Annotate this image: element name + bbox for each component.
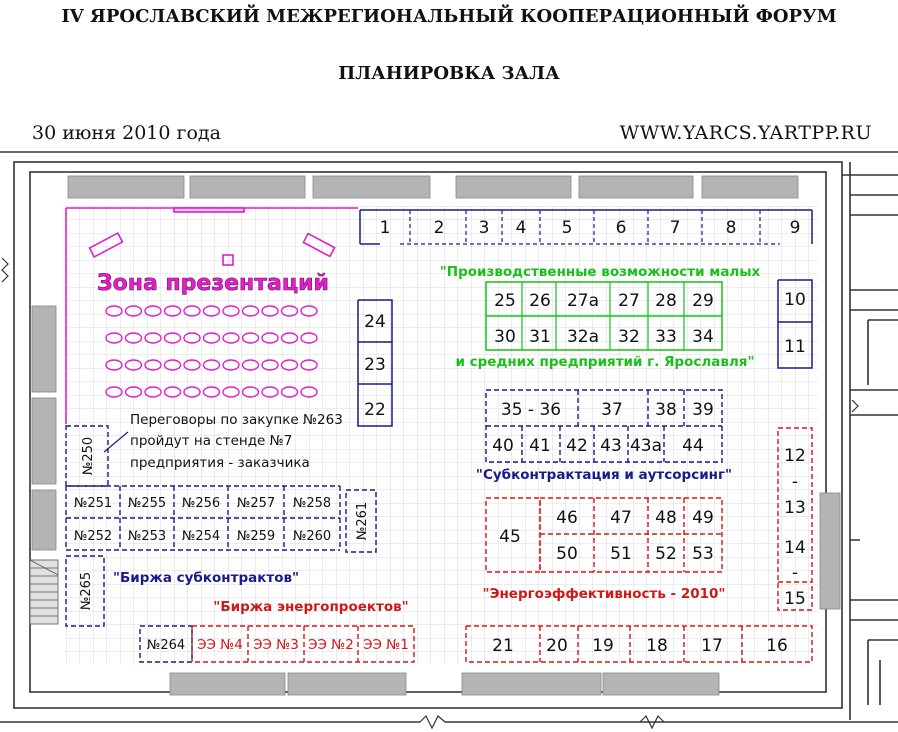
stand-34[interactable]: 34 bbox=[692, 327, 714, 347]
stand-261[interactable]: №261 bbox=[355, 501, 370, 541]
stand-19[interactable]: 19 bbox=[592, 636, 614, 656]
stand-45[interactable]: 45 bbox=[499, 527, 521, 547]
stand-25[interactable]: 25 bbox=[494, 291, 516, 311]
stand-47[interactable]: 47 bbox=[610, 508, 632, 528]
stand-251[interactable]: №251 bbox=[73, 496, 113, 511]
stand-37[interactable]: 37 bbox=[601, 400, 623, 420]
stand-40[interactable]: 40 bbox=[492, 436, 514, 456]
stand-11[interactable]: 11 bbox=[784, 337, 806, 357]
stand-49[interactable]: 49 bbox=[692, 508, 714, 528]
stand-52[interactable]: 52 bbox=[655, 544, 677, 564]
stand-10[interactable]: 10 bbox=[784, 290, 806, 310]
stand-44[interactable]: 44 bbox=[682, 436, 704, 456]
stand-12[interactable]: 12 bbox=[784, 446, 806, 466]
stand-13[interactable]: 13 bbox=[784, 498, 806, 518]
energy-zone-label: "Энергоэффективность - 2010" bbox=[482, 586, 726, 602]
stand-53[interactable]: 53 bbox=[692, 544, 714, 564]
stand-259[interactable]: №259 bbox=[236, 529, 276, 544]
staircase bbox=[30, 560, 58, 624]
website-link[interactable]: WWW.YARCS.YARTPP.RU bbox=[619, 122, 872, 144]
stand-253[interactable]: №253 bbox=[127, 529, 167, 544]
stand-32[interactable]: 32 bbox=[618, 327, 640, 347]
stand-1[interactable]: 1 bbox=[379, 218, 391, 238]
stand-28[interactable]: 28 bbox=[655, 291, 677, 311]
stand-255[interactable]: №255 bbox=[127, 496, 167, 511]
stand-21[interactable]: 21 bbox=[492, 636, 514, 656]
page-subtitle: ПЛАНИРОВКА ЗАЛА bbox=[338, 63, 560, 84]
stand-14[interactable]: 14 bbox=[784, 538, 806, 558]
subcontract-exchange-label: "Биржа субконтрактов" bbox=[112, 570, 300, 586]
presentation-zone-label: Зона презентаций bbox=[97, 271, 329, 296]
subcontracting-zone-label: "Субконтрактация и аутсорсинг" bbox=[475, 467, 733, 483]
stand-265[interactable]: №265 bbox=[79, 571, 94, 611]
stand-254[interactable]: №254 bbox=[181, 529, 221, 544]
stand-29[interactable]: 29 bbox=[692, 291, 714, 311]
event-date: 30 июня 2010 года bbox=[32, 122, 221, 144]
stand-33[interactable]: 33 bbox=[655, 327, 677, 347]
stand-51[interactable]: 51 bbox=[610, 544, 632, 564]
stand-ee3[interactable]: ЭЭ №3 bbox=[253, 637, 299, 653]
stand-ee1[interactable]: ЭЭ №1 bbox=[363, 637, 409, 653]
energy-exchange-label: "Биржа энергопроектов" bbox=[213, 599, 409, 615]
stand-3[interactable]: 3 bbox=[478, 218, 490, 238]
stand-50[interactable]: 50 bbox=[556, 544, 578, 564]
stand-48[interactable]: 48 bbox=[655, 508, 677, 528]
page-title: IV ЯРОСЛАВСКИЙ МЕЖРЕГИОНАЛЬНЫЙ КООПЕРАЦИОННЫЙ ФОРУМ bbox=[61, 6, 837, 27]
note-line-3: предприятия - заказчика bbox=[130, 455, 310, 471]
stand-43[interactable]: 43 bbox=[600, 436, 622, 456]
stand-2[interactable]: 2 bbox=[433, 218, 445, 238]
stand-4[interactable]: 4 bbox=[515, 218, 527, 238]
stand-27[interactable]: 27 bbox=[618, 291, 640, 311]
stand-ee2[interactable]: ЭЭ №2 bbox=[308, 637, 354, 653]
note-line-1: Переговоры по закупке №263 bbox=[130, 412, 343, 428]
stand-31[interactable]: 31 bbox=[529, 327, 551, 347]
stand-14-15-dash: - bbox=[791, 563, 799, 583]
stand-42[interactable]: 42 bbox=[566, 436, 588, 456]
stand-264[interactable]: №264 bbox=[146, 638, 186, 653]
stand-17[interactable]: 17 bbox=[701, 636, 723, 656]
stand-38[interactable]: 38 bbox=[655, 400, 677, 420]
stand-43a[interactable]: 43а bbox=[629, 436, 663, 456]
note-line-2: пройдут на стенде №7 bbox=[130, 433, 293, 449]
stand-16[interactable]: 16 bbox=[766, 636, 788, 656]
stand-27a[interactable]: 27а bbox=[566, 291, 600, 311]
stand-7[interactable]: 7 bbox=[669, 218, 681, 238]
stand-9[interactable]: 9 bbox=[789, 218, 801, 238]
stand-250[interactable]: №250 bbox=[81, 436, 96, 476]
stand-8[interactable]: 8 bbox=[725, 218, 737, 238]
stand-23[interactable]: 23 bbox=[364, 355, 386, 375]
stand-46[interactable]: 46 bbox=[556, 508, 578, 528]
small-business-zone-label-2: и средних предприятий г. Ярославля" bbox=[455, 354, 755, 370]
stand-260[interactable]: №260 bbox=[292, 529, 332, 544]
stand-26[interactable]: 26 bbox=[529, 291, 551, 311]
stand-41[interactable]: 41 bbox=[529, 436, 551, 456]
stand-ee4[interactable]: ЭЭ №4 bbox=[197, 637, 243, 653]
stand-18[interactable]: 18 bbox=[646, 636, 668, 656]
stand-32a[interactable]: 32а bbox=[566, 327, 600, 347]
stand-39[interactable]: 39 bbox=[692, 400, 714, 420]
stand-20[interactable]: 20 bbox=[546, 636, 568, 656]
stand-258[interactable]: №258 bbox=[292, 496, 332, 511]
stand-252[interactable]: №252 bbox=[73, 529, 113, 544]
stand-15[interactable]: 15 bbox=[784, 589, 806, 609]
stand-12-13-dash: - bbox=[791, 472, 799, 492]
stand-257[interactable]: №257 bbox=[236, 496, 276, 511]
small-business-zone-label-1: "Производственные возможности малых bbox=[439, 264, 761, 280]
stand-6[interactable]: 6 bbox=[615, 218, 627, 238]
stand-30[interactable]: 30 bbox=[494, 327, 516, 347]
stand-24[interactable]: 24 bbox=[364, 312, 386, 332]
stand-5[interactable]: 5 bbox=[561, 218, 573, 238]
stand-256[interactable]: №256 bbox=[181, 496, 221, 511]
stand-35-36[interactable]: 35 - 36 bbox=[500, 400, 562, 420]
stand-22[interactable]: 22 bbox=[364, 400, 386, 420]
